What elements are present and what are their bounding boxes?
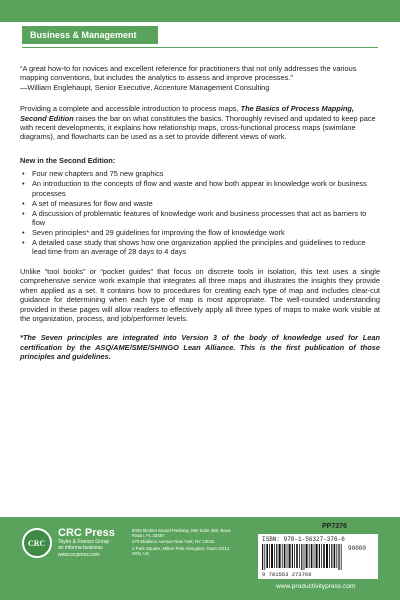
list-item: • A detailed case study that shows how one organization applied the principles and guidelines to reduce lead time from an average of 28 days to 4 days — [20, 238, 380, 257]
description-paragraph: Unlike “tool books” or “pocket guides” that focus on discrete tools in isolation, this text uses a single comprehensive service work example that integrates all three maps and illustrates the insights they provide when applied as a set. It contains how to procedures for creating each type of map and includes clear-cut guidance for determining when each type of map is most appropriate. The well-rounded understanding provided in these pages will allow readers to effectively apply all three types of maps to make work visible at the organization, process, and job/performer levels. — [20, 266, 380, 323]
publisher-block — [58, 527, 115, 558]
quote-attribution: —William Englehaupt, Senior Executive, Accenture Management Consulting — [20, 82, 270, 92]
publisher-sub2: an informa business — [58, 545, 103, 551]
quote-text: “A great how-to for novices and excellent reference for practitioners that not only addresses the various mapping conventions, but includes the analytics to assess and improve processes.” — [20, 64, 357, 83]
category-label: Business & Management — [22, 26, 158, 44]
new-edition-heading: New in the Second Edition: — [20, 155, 116, 165]
price-code: 90000 — [348, 545, 367, 552]
intro-paragraph — [20, 104, 380, 142]
publisher-url[interactable]: www.crcpress.com — [58, 552, 100, 558]
endorsement-quote — [20, 64, 380, 92]
top-green-strip — [0, 0, 400, 22]
publisher-sub1: Taylor & Francis Group — [58, 539, 110, 545]
address-item: 2 Park Square, Milton Park Abingdon, Oxon OX14 4RN, UK — [132, 545, 230, 556]
divider — [22, 47, 378, 48]
crc-logo-icon: CRC — [22, 528, 52, 558]
address-item: 6000 Broken Sound Parkway, NW Suite 300, Boca Raton, FL 33487 — [132, 528, 231, 539]
list-item: • An introduction to the concepts of flow and waste and how both appear in knowledge work or business processes — [20, 179, 380, 198]
barcode-number: 9 781563 273766 — [262, 571, 312, 578]
book-title: The Basics of Process Mapping, Second Edition — [20, 104, 354, 123]
new-features-list — [20, 169, 380, 257]
publisher-name: CRC Press — [58, 527, 115, 539]
footnote: *The Seven principles are integrated into Version 3 of the body of knowledge used for Lean certification by the ASQ/AME/SME/SHINGO Lean Alliance. This is the first publication of those principles and guidelines. — [20, 333, 380, 362]
intro-after: raises the bar on what constitutes the basics. Thoroughly revised and updated to keep pace with recent developments, it explains how relationship maps, cross-functional process maps (swimlane diagrams), and flowcharts can be used as a set to provide different views of work. — [20, 113, 376, 142]
publisher-website[interactable]: www.productivitypress.com — [276, 583, 356, 590]
back-cover-text — [20, 64, 380, 362]
list-item: • A set of measures for flow and waste — [20, 199, 380, 208]
product-code: PP7376 — [322, 523, 347, 530]
list-item: • Seven principles* and 29 guidelines for improving the flow of knowledge work — [20, 228, 380, 237]
intro-before: Providing a complete and accessible introduction to process maps, — [20, 104, 241, 114]
barcode-icon — [262, 544, 344, 570]
isbn-text: ISBN: 978-1-56327-376-6 — [262, 536, 345, 543]
address-item: 270 Madison Avenue New York, NY 10016 — [132, 539, 215, 545]
list-item: • A discussion of problematic features of knowledge work and business processes that act as barriers to flow — [20, 209, 380, 228]
publisher-addresses — [132, 528, 232, 557]
list-item: • Four new chapters and 75 new graphics — [20, 169, 380, 178]
